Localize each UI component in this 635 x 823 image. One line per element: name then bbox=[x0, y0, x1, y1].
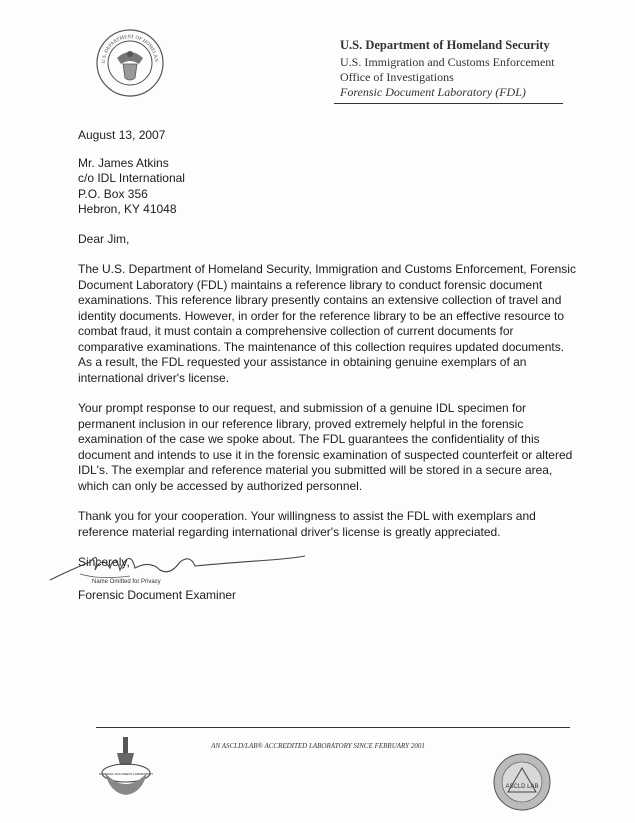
letterhead-block bbox=[340, 38, 555, 100]
salutation: Dear Jim, bbox=[78, 231, 130, 246]
signature-title: Forensic Document Examiner bbox=[78, 588, 237, 602]
svg-text:FORENSIC DOCUMENT LABORATORY: FORENSIC DOCUMENT LABORATORY bbox=[98, 772, 154, 776]
handwritten-signature bbox=[40, 540, 310, 590]
footer-rule bbox=[96, 727, 570, 728]
recipient-address bbox=[78, 156, 578, 218]
department-name: U.S. Department of Homeland Security bbox=[340, 38, 550, 52]
ascld-lab-logo bbox=[492, 752, 552, 812]
letter-date: August 13, 2007 bbox=[78, 128, 166, 142]
agency-name: U.S. Immigration and Customs Enforcement bbox=[340, 55, 555, 69]
office-name: Office of Investigations bbox=[340, 70, 454, 84]
letter-body bbox=[78, 118, 578, 571]
svg-text:ASCLD LAB: ASCLD LAB bbox=[505, 784, 539, 790]
closing: Sincerely, bbox=[78, 555, 130, 569]
lab-name: Forensic Document Laboratory (FDL) bbox=[340, 85, 526, 99]
header-rule bbox=[334, 103, 563, 104]
recipient-line: P.O. Box 356 bbox=[78, 186, 148, 201]
paragraph: Thank you for your cooperation. Your willingness to assist the FDL with exemplars and reference material regarding international driver's license is greatly appreciated. bbox=[78, 509, 536, 539]
fdl-logo bbox=[97, 735, 155, 797]
recipient-line: c/o IDL International bbox=[78, 171, 185, 185]
dhs-seal-logo bbox=[95, 28, 165, 98]
accreditation-note: AN ASCLD/LAB® ACCREDITED LABORATORY SINCE FEBRUARY 2001 bbox=[211, 742, 425, 750]
recipient-line: Mr. James Atkins bbox=[78, 155, 169, 170]
paragraph: The U.S. Department of Homeland Security, Immigration and Customs Enforcement, Forensic Document Laboratory (FDL) maintains a reference library to conduct forensic document examinations. This reference library presently contains an extensive collection of travel and identity documents. However, in order for the reference library to be an effective resource to combat fraud, it must contain a comprehensive collection of current documents for comparative examinations. The maintenance of this collection requires updated documents. As a result, the FDL requested your assistance in obtaining genuine exemplars of an international driver's license. bbox=[78, 262, 576, 385]
signature-name: Name Omitted for Privacy bbox=[92, 579, 161, 585]
paragraph: Your prompt response to our request, and submission of a genuine IDL specimen for permanent inclusion in our reference library, proved extremely helpful in the forensic examination of the case we spoke about. The FDL guarantees the confidentiality of this document and intends to use it in the forensic examination of suspected counterfeit or altered IDL's. The exemplar and reference material you submitted will be stored in a secure area, which can only be accessed by authorized personnel. bbox=[78, 401, 573, 493]
svg-text:U.S. DEPARTMENT OF HOMELAND SE: U.S. DEPARTMENT OF HOMELAN bbox=[101, 34, 159, 64]
recipient-line: Hebron, KY 41048 bbox=[78, 202, 177, 216]
